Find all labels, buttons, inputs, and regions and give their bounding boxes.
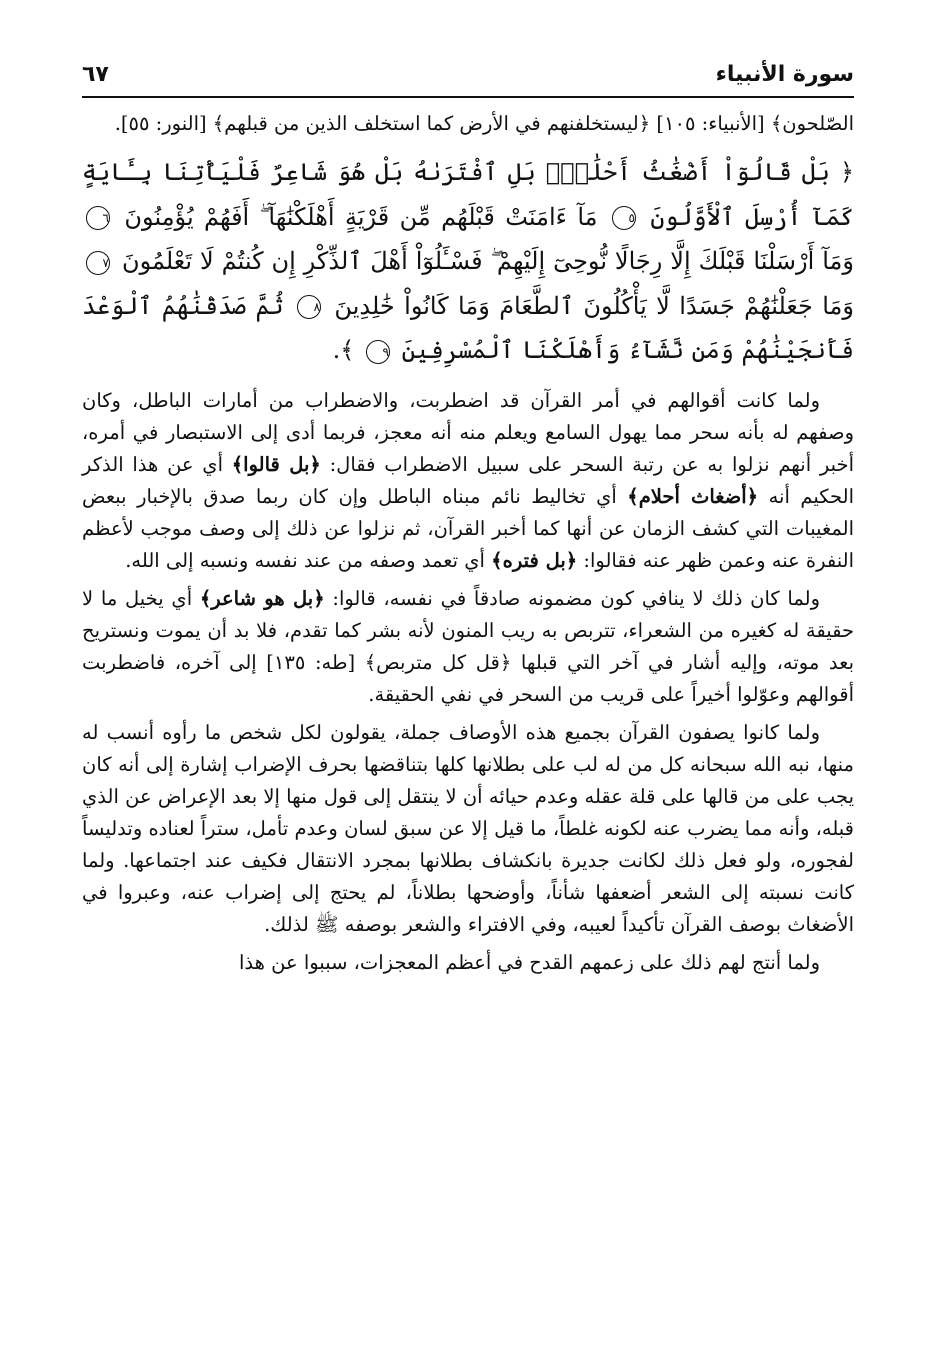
text-segment: [طه: ١٣٥] إلى آخره، فاضطربت أقوالهم وعوّلوا أخيراً على قريب من السحر في نفي الحقيقة.	[82, 650, 854, 706]
page-header	[82, 62, 854, 90]
text-segment: الصّلحون	[782, 112, 854, 135]
text-segment: أي يخيل ما لا حقيقة له كغيره من الشعراء، تتربص به ريب المنون لأنه بشر كما تقدم، فلا بد أن يموت ونستريح بعد موته، وإليه أشار في آخر التي قبلها	[82, 586, 854, 674]
ayah-number: ٨	[297, 295, 321, 319]
ayah-number: ٧	[86, 251, 110, 275]
verse-text: ﴿ بَلْ قَالُوٓاْ أَضْغَٰثُ أَحْلَٰمٍۭ بَلِ ٱفْتَرَىٰهُ بَلْ هُوَ شَاعِرٌ فَلْيَأْتِنَا بِـَٔايَةٍ كَمَآ أُرْسِلَ ٱلْأَوَّلُونَ	[82, 158, 854, 231]
ayah-number: ٦	[86, 206, 110, 230]
ayah-number: ٩	[366, 340, 390, 364]
paragraph-3	[82, 583, 854, 711]
header-divider	[82, 96, 854, 98]
page-body	[82, 108, 854, 1338]
quote-bold: ﴿بل هو شاعر﴾	[199, 586, 325, 610]
surah-title: سورة الأنبياء	[715, 62, 854, 87]
quote-open-mark: ﴿	[638, 112, 651, 135]
verse-text: وَمَا جَعَلْنَٰهُمْ جَسَدًا لَّا يَأْكُلُونَ ٱلطَّعَامَ وَمَا كَانُواْ خَٰلِدِينَ	[334, 291, 854, 320]
paragraph-4: ولما كانوا يصفون القرآن بجميع هذه الأوصاف جملة، يقولون لكل شخص ما رأوه أنسب له منها، نبه الله سبحانه كل من له لب على بطلانها كلها بتناقضها بحرف الإضراب إشارة إلى أنه كان يجب على من قالها على قلة عقله وعدم حيائه أن لا ينتقل إلى قول منها إلا بعد الإعراض عن الذي قبله، وأنه مما يضرب عنه لكونه غلطاً، ما قيل إلا عن سبق لسان وعدم تأمل، ستراً لعناده وتدليساً لفجوره، ولو فعل ذلك لكانت جديرة بانكشاف بطلانها بمجرد الانتقال فكيف عند اجتماعها. ولما كانت نسبته إلى الشعر أضعفها شأناً، وأوضحها بطلاناً، لم يحتج إلى إضراب عنه، وعبروا في الأضغاث بوصف القرآن تأكيداً لعيبه، وفي الافتراء والشعر بوصفه ﷺ لذلك.	[82, 720, 854, 936]
verse-text: ثُمَّ صَدَقْنَٰهُمُ ٱلْوَعْدَ فَأَنجَيْنَٰهُمْ وَمَن نَّشَآءُ وَأَهْلَكْنَا ٱلْمُسْرِفِينَ	[82, 291, 854, 364]
quote-close-mark: ﴾	[770, 112, 783, 135]
quote-bold: ﴿بل فتره﴾	[491, 548, 578, 572]
paragraph-5: ولما أنتج لهم ذلك على زعمهم القدح في أعظم المعجزات، سببوا عن هذا	[239, 950, 820, 974]
page-number: ٦٧	[82, 62, 109, 87]
paragraph-2	[82, 385, 854, 577]
quran-verses	[82, 150, 854, 373]
verse-end: ﴾.	[332, 336, 355, 364]
quote-close-mark: ﴾	[212, 112, 225, 135]
quote-segment: ﴿قل كل متربص﴾	[364, 650, 512, 674]
text-segment: أي تخاليط نائم مبناه الباطل وإن كان ربما صدق بالإخبار ببعض المغيبات التي كشف الزمان عن أنها كما أخبر القرآن، ثم نزلوا عن ذلك إلى وصف موجب لأعظم النفرة عنه وعمن ظهر عنه فقالوا:	[82, 484, 854, 572]
quote-segment: ليستخلفنهم في الأرض كما استخلف الذين من قبلهم	[224, 112, 639, 135]
reference: [النور: ٥٥].	[114, 112, 213, 135]
quote-bold: ﴿أضغاث أحلام﴾	[627, 484, 759, 508]
paragraph-references	[82, 108, 854, 140]
reference: [الأنبياء: ١٠٥]	[650, 112, 771, 135]
verse-text: مَآ ءَامَنَتْ قَبْلَهُم مِّن قَرْيَةٍ أَهْلَكْنَٰهَآ ۖ أَفَهُمْ يُؤْمِنُونَ	[124, 202, 598, 231]
quote-bold: ﴿بل قالوا﴾	[231, 452, 321, 476]
text-segment: ولما كانت أقوالهم في أمر القرآن قد اضطربت، والاضطراب من أمارات الباطل، وكان وصفهم له بأنه سحر مما يهول السامع ويعلم منه أنه معجز، فربما أدى إلى الاستبصار في أمره، أخبر أنهم نزلوا به عن رتبة السحر على سبيل الاضطراب فقال:	[82, 388, 855, 476]
ayah-number: ٥	[612, 206, 636, 230]
text-segment: أي تعمد وصفه من عند نفسه ونسبه إلى الله.	[125, 548, 492, 572]
text-segment: أي عن هذا الذكر الحكيم أنه	[82, 452, 854, 508]
text-segment: ولما كان ذلك لا ينافي كون مضمونه صادقاً في نفسه، قالوا:	[324, 586, 820, 610]
verse-text: وَمَآ أَرْسَلْنَا قَبْلَكَ إِلَّا رِجَالًا نُّوحِىٓ إِلَيْهِمْ ۖ فَسْـَٔلُوٓاْ أَهْلَ ٱلذِّكْرِ إِن كُنتُمْ لَا تَعْلَمُونَ	[121, 247, 854, 275]
